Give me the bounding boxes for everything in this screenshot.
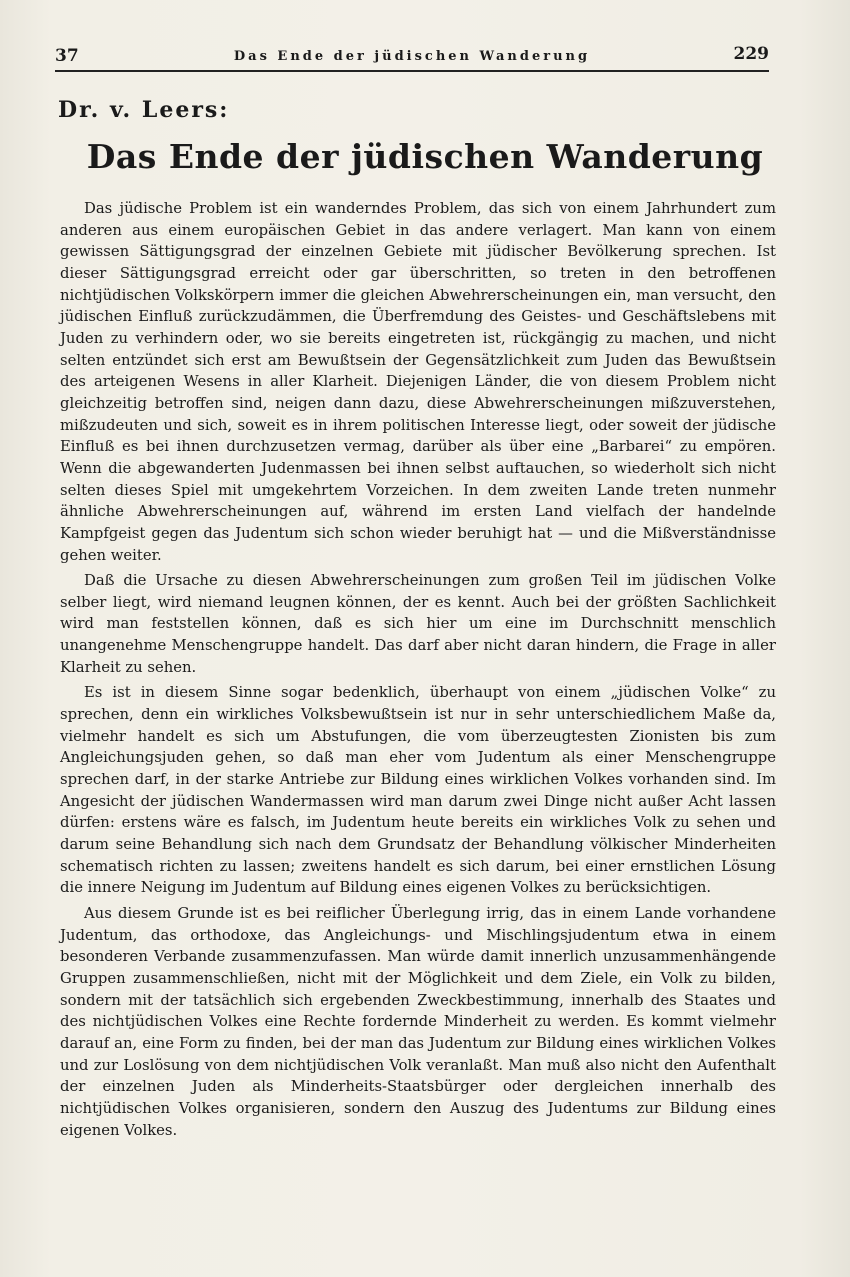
author-line: Dr. v. Leers: bbox=[58, 97, 230, 123]
article-body bbox=[60, 198, 776, 1145]
paragraph-3: Es ist in diesem Sinne sogar bedenklich, überhaupt von einem „jüdischen Volke“ zu sprechen, denn ein wirkliches Volksbewußtsein ist nur in sehr unterschiedlichem Maße da, vielmehr handelt es sich um Abstufungen, die vom überzeugtesten Zionisten bis zum Angleichungsjuden gehen, so daß man eher vom Judentum als einer Menschengruppe sprechen darf, in der starke Antriebe zur Bildung eines wirklichen Volkes vorhanden sind. Im Angesicht der jüdischen Wandermassen wird man darum zwei Dinge nicht außer Acht lassen dürfen: erstens wäre es falsch, im Judentum heute bereits ein wirkliches Volk zu sehen und darum seine Behandlung sich nach dem Grundsatz der Behandlung völkischer Minderheiten schematisch richten zu lassen; zweitens handelt es sich darum, bei einer ernstlichen Lösung die innere Neigung im Judentum auf Bildung eines eigenen Volkes zu berücksichtigen. bbox=[60, 684, 776, 897]
paragraph-4: Aus diesem Grunde ist es bei reiflicher Überlegung irrig, das in einem Lande vorhandene Judentum, das orthodoxe, das Angleichungs- und Mischlingsjudentum etwa in einem besonderen Verbande zusammenzufassen. Man würde damit innerlich unzusammenhängende Gruppen zusammenschließen, nicht mit der Möglichkeit und dem Ziele, ein Volk zu bilden, sondern mit der tatsächlich sich ergebenden Zweckbestimmung, innerhalb des Staates und des nichtjüdischen Volkes eine Rechte fordernde Minderheit zu werden. Es kommt vielmehr darauf an, eine Form zu finden, bei der man das Judentum zur Bildung eines wirklichen Volkes und zur Loslösung von dem nichtjüdischen Volk veranlaßt. Man muß also nicht den Aufenthalt der einzelnen Juden als Minderheits-Staatsbürger oder dergleichen innerhalb des nichtjüdischen Volkes organisieren, sondern den Auszug des Judentums zur Bildung eines eigenen Volkes. bbox=[60, 905, 776, 1139]
page-number: 229 bbox=[733, 44, 769, 64]
paragraph-2: Daß die Ursache zu diesen Abwehrerscheinungen zum großen Teil im jüdischen Volke selber liegt, wird niemand leugnen können, der es kennt. Auch bei der größten Sachlichkeit wird man feststellen können, daß es sich hier um eine im Durchschnitt menschlich unangenehme Menschengruppe handelt. Das darf aber nicht daran hindern, die Frage in aller Klarheit zu sehen. bbox=[60, 572, 776, 676]
running-title: Das Ende der jüdischen Wanderung bbox=[233, 49, 591, 64]
issue-number: 37 bbox=[55, 46, 79, 66]
paragraph-1: Das jüdische Problem ist ein wanderndes Problem, das sich von einem Jahrhundert zum anderen aus einem europäischen Gebiet in das andere verlagert. Man kann von einem gewissen Sättigungsgrad der einzelnen Gebiete mit jüdischer Bevölkerung sprechen. Ist dieser Sättigungsgrad erreicht oder gar überschritten, so treten in den betroffenen nichtjüdischen Volkskörpern immer die gleichen Abwehrerscheinungen ein, man versucht, den jüdischen Einfluß zurückzudämmen, die Überfremdung des Geistes- und Geschäftslebens mit Juden zu verhindern oder, wo sie bereits eingetreten ist, rückgängig zu machen, und nicht selten entzündet sich erst am Bewußtsein der Gegensätzlichkeit zum Juden das Bewußtsein des arteigenen Wesens in aller Klarheit. Diejenigen Länder, die von diesem Problem nicht gleichzeitig betroffen sind, neigen dann dazu, diese Abwehrerscheinungen mißzuverstehen, mißzudeuten und sich, soweit es in ihrem politischen Interesse liegt, oder soweit der jüdische Einfluß es bei ihnen durchzusetzen vermag, darüber als über eine „Barbarei“ zu empören. Wenn die abgewanderten Judenmassen bei ihnen selbst auftauchen, so wiederholt sich nicht selten dieses Spiel mit umgekehrtem Vorzeichen. In dem zweiten Lande treten nunmehr ähnliche Abwehrerscheinungen auf, während im ersten Land vielfach der handelnde Kampfgeist gegen das Judentum sich schon wieder beruhigt hat — und die Mißverständnisse gehen weiter. bbox=[60, 200, 776, 564]
article-title: Das Ende der jüdischen Wanderung bbox=[86, 137, 764, 176]
running-header bbox=[55, 44, 769, 72]
